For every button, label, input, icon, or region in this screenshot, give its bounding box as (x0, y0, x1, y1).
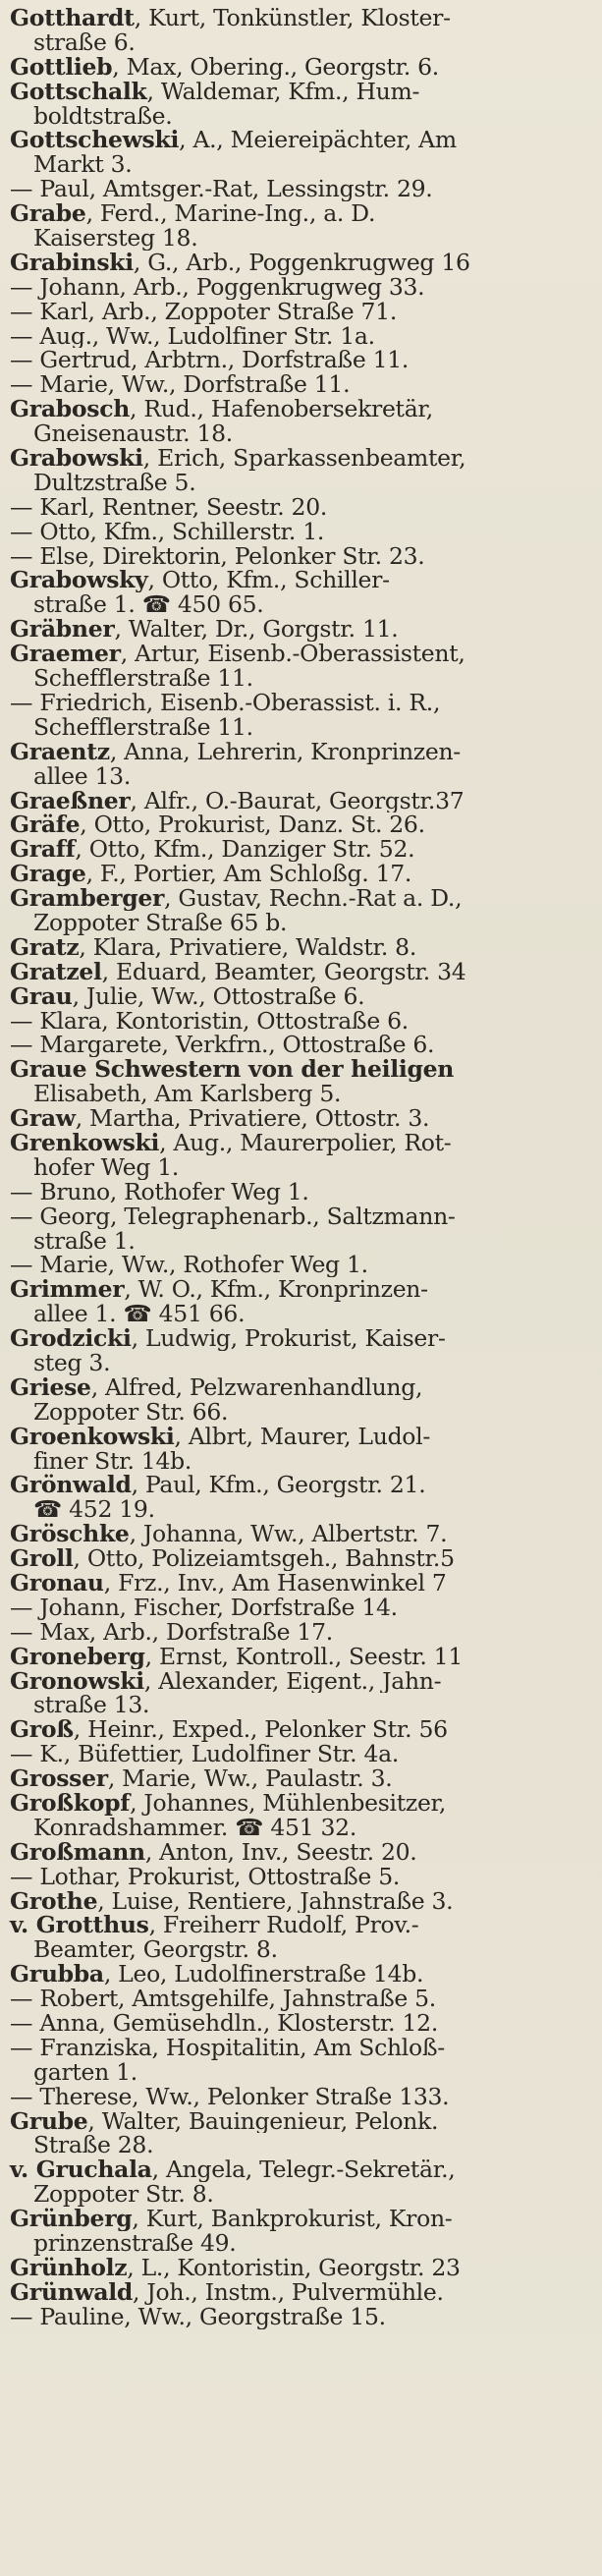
directory-entry (0, 642, 602, 691)
directory-entry (0, 1645, 602, 1669)
directory-entry (0, 2085, 602, 2109)
directory-entry (0, 812, 602, 837)
directory-entry (0, 1277, 602, 1326)
entry-line (0, 1913, 602, 1937)
entry-details: , Freiherr Rudolf, Prov.- (148, 1913, 419, 1938)
entry-details: , Anton, Inv., Seestr. 20. (144, 1839, 417, 1865)
entry-line (0, 1375, 602, 1400)
entry-line (0, 837, 602, 862)
directory-entry (0, 2207, 602, 2256)
entry-continuation-line: hofer Weg 1. (33, 1154, 180, 1180)
entry-line (0, 1962, 602, 1987)
entry-line (0, 1425, 602, 1449)
entry-continuation-line: straße 6. (33, 29, 136, 55)
directory-entry (0, 397, 602, 446)
entry-line (0, 862, 602, 886)
entry-surname: Grünwald (10, 2279, 134, 2305)
entry-line (0, 6, 602, 30)
directory-entry (0, 1571, 602, 1596)
directory-entry (0, 1596, 602, 1620)
entry-surname: Graue Schwestern von der heiligen (10, 1057, 455, 1083)
entry-surname: Großmann (10, 1839, 145, 1865)
entry-line: — Gertrud, Arbtrn., Dorfstraße 11. (10, 348, 410, 373)
directory-entry (0, 1546, 602, 1571)
entry-line (0, 128, 602, 152)
entry-line (0, 1571, 602, 1596)
entry-line (0, 80, 602, 104)
entry-continuation-line: prinzenstraße 49. (33, 2231, 237, 2256)
directory-entry (0, 6, 602, 55)
entry-line: — Karl, Rentner, Seestr. 20. (10, 494, 328, 520)
entry-continuation-line: Schefflerstraße 11. (33, 714, 253, 740)
entry-surname: Groll (10, 1546, 74, 1571)
entry-surname: Gotthardt (10, 6, 135, 30)
directory-entry (0, 935, 602, 960)
entry-line: — Robert, Amtsgehilfe, Jahnstraße 5. (10, 1987, 436, 2012)
entry-continuation-line: Kaisersteg 18. (33, 226, 198, 251)
entry-surname: Grünberg (10, 2207, 133, 2232)
entry-surname: Grabowski (10, 446, 143, 471)
directory-entry (0, 1204, 602, 1254)
entry-surname: Grabowsky (10, 568, 148, 593)
directory-entry (0, 324, 602, 349)
directory-entry (0, 2280, 602, 2305)
entry-line: — Georg, Telegraphenarb., Saltzmann- (10, 1204, 456, 1229)
directory-entry (0, 1791, 602, 1840)
directory-entry (0, 1889, 602, 1914)
directory-entry (0, 177, 602, 201)
directory-entry (0, 1425, 602, 1474)
entry-continuation-line: boldtstraße. (33, 103, 173, 129)
entry-line: — Karl, Arb., Zoppoter Straße 71. (10, 299, 397, 324)
entry-surname: Grönwald (10, 1473, 132, 1498)
entry-line (0, 617, 602, 642)
directory-entry (0, 2109, 602, 2158)
entry-surname: Gröschke (10, 1522, 130, 1547)
directory-entry (0, 2011, 602, 2036)
entry-line: — Paul, Amtsger.-Rat, Lessingstr. 29. (10, 177, 433, 202)
directory-entry (0, 1009, 602, 1034)
entry-surname: Graemer (10, 642, 121, 667)
entry-continuation-line: straße 1. ☎ 450 65. (33, 592, 264, 618)
directory-entry (0, 55, 602, 80)
entry-line (0, 886, 602, 911)
entry-details: , W. O., Kfm., Kronprinzen- (124, 1277, 428, 1303)
entry-details: , Waldemar, Kfm., Hum- (146, 79, 420, 104)
directory-entry (0, 1620, 602, 1645)
directory-entry (0, 740, 602, 789)
entry-details: , Aug., Maurerpolier, Rot- (159, 1130, 452, 1155)
directory-entry (0, 348, 602, 372)
directory-entry (0, 201, 602, 251)
entry-line (0, 1277, 602, 1302)
entry-line: — Aug., Ww., Ludolfiner Str. 1a. (10, 323, 375, 349)
entry-line (0, 397, 602, 421)
entry-line (0, 568, 602, 592)
entry-line (0, 1473, 602, 1497)
directory-entry (0, 80, 602, 129)
entry-line (0, 960, 602, 984)
directory-entry (0, 1253, 602, 1277)
entry-surname: Grosser (10, 1766, 108, 1792)
entry-surname: Graeßner (10, 788, 131, 813)
entry-line: — Max, Arb., Dorfstraße 17. (10, 1619, 333, 1645)
entry-line (0, 2280, 602, 2305)
entry-details: , Max, Obering., Georgstr. 6. (112, 54, 439, 80)
entry-line (0, 812, 602, 837)
directory-entry (0, 495, 602, 520)
directory-entry (0, 1962, 602, 1987)
entry-surname: Gramberger (10, 886, 165, 911)
entry-surname: Griese (10, 1374, 91, 1400)
entry-line: — Klara, Kontoristin, Ottostraße 6. (10, 1008, 409, 1034)
directory-entry (0, 1522, 602, 1546)
directory-entry (0, 1840, 602, 1865)
entry-details: , Otto, Kfm., Schiller- (147, 568, 390, 593)
directory-entry (0, 1057, 602, 1106)
entry-line: — Johann, Arb., Poggenkrugweg 33. (10, 274, 425, 300)
directory-entry (0, 251, 602, 275)
entry-surname: Grothe (10, 1888, 98, 1914)
entry-line: — Marie, Ww., Rothofer Weg 1. (10, 1253, 368, 1278)
entry-line (0, 1522, 602, 1546)
entry-continuation-line: Elisabeth, Am Karlsberg 5. (33, 1082, 342, 1107)
entry-surname: Gronowski (10, 1668, 144, 1694)
entry-details: , Angela, Telegr.-Sekretär., (151, 2157, 456, 2183)
entry-continuation-line: Markt 3. (33, 152, 133, 178)
entry-details: , Kurt, Bankprokurist, Kron- (132, 2207, 453, 2232)
directory-entry (0, 862, 602, 886)
directory-entry (0, 1766, 602, 1791)
entry-line: — Lothar, Prokurist, Ottostraße 5. (10, 1864, 401, 1889)
directory-entry (0, 886, 602, 935)
entry-surname: Grube (10, 2108, 88, 2134)
entry-line: — Franziska, Hospitalitin, Am Schloß- (10, 2035, 445, 2060)
directory-entry (0, 1473, 602, 1522)
entry-line (0, 789, 602, 813)
directory-entry (0, 2256, 602, 2280)
entry-surname: v. Grotthus (10, 1913, 149, 1938)
entry-line: — Margarete, Verkfrn., Ottostraße 6. (10, 1033, 435, 1058)
directory-entry (0, 128, 602, 177)
entry-line (0, 1669, 602, 1694)
entry-details: , Ernst, Kontroll., Seestr. 11 (144, 1644, 463, 1669)
entry-surname: v. Gruchala (10, 2157, 152, 2183)
entry-continuation-line: Konradshammer. ☎ 451 32. (33, 1815, 357, 1840)
entry-line (0, 2109, 602, 2134)
entry-surname: Grabe (10, 201, 86, 227)
entry-continuation-line: straße 1. (33, 1228, 136, 1254)
entry-continuation-line: ☎ 452 19. (33, 1497, 155, 1523)
entry-line: — Marie, Ww., Dorfstraße 11. (10, 372, 351, 398)
entry-details: , Anna, Lehrerin, Kronprinzen- (109, 739, 461, 764)
directory-entry (0, 1865, 602, 1889)
entry-continuation-line: Zoppoter Straße 65 b. (33, 910, 288, 935)
entry-surname: Grau (10, 983, 73, 1009)
entry-surname: Groneberg (10, 1644, 145, 1669)
entry-details: , Joh., Instm., Pulvermühle. (133, 2279, 444, 2305)
entry-details: , G., Arb., Poggenkrugweg 16 (133, 250, 470, 275)
entry-continuation-line: Straße 28. (33, 2133, 154, 2158)
directory-entry (0, 691, 602, 740)
directory-entry (0, 789, 602, 813)
entry-details: , Gustav, Rechn.-Rat a. D., (164, 886, 463, 911)
directory-entry (0, 1987, 602, 2011)
entry-surname: Großkopf (10, 1791, 131, 1816)
entry-continuation-line: Schefflerstraße 11. (33, 666, 253, 691)
entry-line (0, 1717, 602, 1742)
entry-details: , Ludwig, Prokurist, Kaiser- (131, 1326, 446, 1351)
entry-details: , Artur, Eisenb.-Oberassistent, (120, 642, 465, 667)
entry-continuation-line: finer Str. 14b. (33, 1448, 192, 1474)
entry-surname: Gratzel (10, 959, 102, 984)
entry-surname: Grage (10, 862, 86, 887)
entry-line: — Else, Direktorin, Pelonker Str. 23. (10, 543, 425, 569)
entry-details: , Kurt, Tonkünstler, Kloster- (134, 6, 451, 30)
entry-details: , Albrt, Maurer, Ludol- (174, 1424, 431, 1449)
entry-continuation-line: straße 13. (33, 1693, 150, 1718)
entry-details: , Julie, Ww., Ottostraße 6. (72, 983, 365, 1009)
entry-details: , Alexander, Eigent., Jahn- (143, 1668, 442, 1694)
directory-entry (0, 1106, 602, 1131)
directory-entry (0, 1375, 602, 1425)
entry-surname: Gottschewski (10, 128, 180, 153)
entry-continuation-line: garten 1. (33, 2059, 137, 2085)
entry-surname: Grodzicki (10, 1326, 132, 1351)
directory-entry (0, 568, 602, 617)
directory-entry (0, 1669, 602, 1718)
entry-line: — Otto, Kfm., Schillerstr. 1. (10, 519, 325, 544)
directory-entry (0, 372, 602, 397)
entry-surname: Grubba (10, 1962, 104, 1988)
entry-details: , Walter, Dr., Gorgstr. 11. (114, 617, 399, 643)
entry-line: — Therese, Ww., Pelonker Straße 133. (10, 2084, 450, 2109)
directory-entries (0, 6, 602, 2329)
entry-line (0, 55, 602, 80)
entry-surname: Groenkowski (10, 1424, 175, 1449)
directory-entry (0, 984, 602, 1009)
entry-surname: Gronau (10, 1571, 104, 1596)
entry-line (0, 2256, 602, 2280)
entry-line (0, 1645, 602, 1669)
entry-surname: Grabosch (10, 397, 131, 422)
entry-continuation-line: Beamter, Georgstr. 8. (33, 1937, 278, 1963)
directory-entry (0, 1717, 602, 1742)
entry-line: — Anna, Gemüsehdln., Klosterstr. 12. (10, 2011, 438, 2036)
entry-details: , Marie, Ww., Paulastr. 3. (107, 1766, 393, 1792)
entry-details: , Rud., Hafenobersekretär, (130, 397, 433, 422)
entry-surname: Grenkowski (10, 1130, 160, 1155)
entry-surname: Gräfe (10, 812, 81, 838)
entry-details: , Alfr., O.-Baurat, Georgstr.37 (130, 788, 465, 813)
entry-details: , L., Kontoristin, Georgstr. 23 (127, 2255, 461, 2280)
entry-surname: Graw (10, 1106, 76, 1131)
entry-details: , Luise, Rentiere, Jahnstraße 3. (97, 1888, 454, 1914)
entry-line (0, 1106, 602, 1131)
entry-details: , Leo, Ludolfinerstraße 14b. (103, 1962, 424, 1988)
entry-details: , F., Portier, Am Schloßg. 17. (85, 862, 412, 887)
entry-line (0, 1791, 602, 1816)
entry-line (0, 2157, 602, 2182)
entry-line (0, 740, 602, 764)
directory-entry (0, 2157, 602, 2207)
entry-details: , Otto, Kfm., Danziger Str. 52. (75, 837, 415, 863)
entry-line (0, 984, 602, 1009)
entry-surname: Graff (10, 837, 76, 863)
entry-surname: Gräbner (10, 617, 115, 643)
entry-details: , Paul, Kfm., Georgstr. 21. (131, 1473, 426, 1498)
directory-entry (0, 1913, 602, 1962)
entry-surname: Graentz (10, 739, 110, 764)
entry-details: , Erich, Sparkassenbeamter, (142, 446, 466, 471)
entry-surname: Gottschalk (10, 79, 147, 104)
entry-surname: Gottlieb (10, 54, 113, 80)
entry-continuation-line: Zoppoter Str. 66. (33, 1399, 229, 1425)
entry-details: , Otto, Prokurist, Danz. St. 26. (80, 812, 425, 838)
directory-entry (0, 275, 602, 300)
entry-surname: Grabinski (10, 250, 134, 275)
entry-line (0, 1057, 602, 1082)
entry-line (0, 1766, 602, 1791)
entry-details: , Otto, Polizeiamtsgeh., Bahnstr.5 (73, 1546, 455, 1571)
entry-details: , Eduard, Beamter, Georgstr. 34 (101, 959, 466, 984)
directory-entry (0, 544, 602, 569)
entry-line: — Friedrich, Eisenb.-Oberassist. i. R., (10, 690, 441, 715)
entry-line (0, 1546, 602, 1571)
directory-entry (0, 1326, 602, 1375)
entry-line: — Johann, Fischer, Dorfstraße 14. (10, 1595, 398, 1620)
entry-line: — Pauline, Ww., Georgstraße 15. (10, 2304, 386, 2329)
entry-continuation-line: allee 1. ☎ 451 66. (33, 1302, 246, 1327)
entry-line (0, 642, 602, 666)
entry-surname: Groß (10, 1717, 74, 1743)
entry-line: — K., Büfettier, Ludolfiner Str. 4a. (10, 1742, 400, 1767)
entry-details: , Martha, Privatiere, Ottostr. 3. (75, 1106, 430, 1131)
entry-details: , Johannes, Mühlenbesitzer, (130, 1791, 447, 1816)
directory-entry (0, 617, 602, 642)
entry-continuation-line: allee 13. (33, 763, 131, 789)
directory-entry (0, 960, 602, 984)
entry-line (0, 935, 602, 960)
directory-entry (0, 520, 602, 544)
entry-line (0, 201, 602, 226)
entry-line (0, 2207, 602, 2231)
entry-line: — Bruno, Rothofer Weg 1. (10, 1179, 309, 1204)
directory-entry (0, 1180, 602, 1204)
directory-entry (0, 1033, 602, 1057)
entry-details: , A., Meiereipächter, Am (179, 128, 457, 153)
entry-line (0, 251, 602, 275)
entry-details: , Walter, Bauingenieur, Pelonk. (87, 2108, 439, 2134)
entry-line (0, 1840, 602, 1865)
directory-entry (0, 837, 602, 862)
entry-surname: Grimmer (10, 1277, 125, 1303)
entry-continuation-line: Zoppoter Str. 8. (33, 2182, 214, 2208)
entry-line (0, 1326, 602, 1351)
entry-continuation-line: steg 3. (33, 1350, 111, 1375)
directory-entry (0, 2305, 602, 2329)
entry-details: , Ferd., Marine-Ing., a. D. (85, 201, 376, 227)
directory-entry (0, 446, 602, 495)
entry-details: , Alfred, Pelzwarenhandlung, (90, 1374, 423, 1400)
entry-surname: Gratz (10, 934, 80, 960)
directory-entry (0, 1131, 602, 1180)
entry-continuation-line: Gneisenaustr. 18. (33, 421, 233, 447)
directory-entry (0, 2036, 602, 2085)
entry-details: , Frz., Inv., Am Hasenwinkel 7 (103, 1571, 447, 1596)
directory-entry (0, 1742, 602, 1766)
entry-continuation-line: Dultzstraße 5. (33, 470, 196, 495)
entry-details: , Johanna, Ww., Albertstr. 7. (129, 1522, 448, 1547)
entry-line (0, 1131, 602, 1155)
entry-line (0, 446, 602, 471)
entry-line (0, 1889, 602, 1914)
directory-entry (0, 300, 602, 324)
entry-details: , Heinr., Exped., Pelonker Str. 56 (73, 1717, 448, 1743)
entry-details: , Klara, Privatiere, Waldstr. 8. (79, 934, 416, 960)
entry-surname: Grünholz (10, 2255, 128, 2280)
